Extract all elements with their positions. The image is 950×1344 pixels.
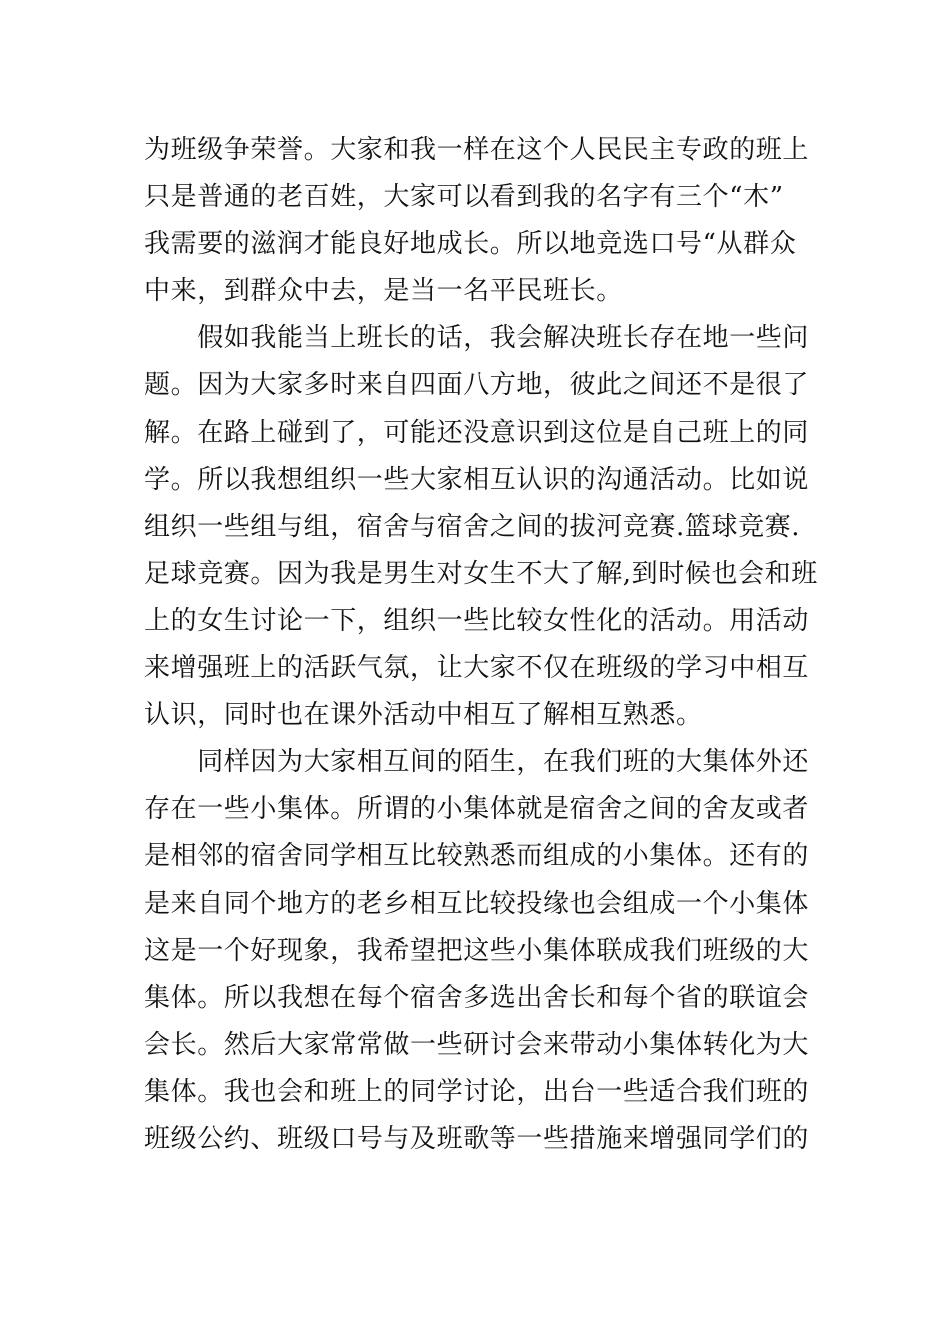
text-line: 中来，到群众中去，是当一名平民班长。 bbox=[144, 276, 623, 307]
text-line: 是相邻的宿舍同学相互比较熟悉而组成的小集体。还有的 bbox=[144, 841, 810, 872]
text-line: 来增强班上的活跃气氛，让大家不仅在班级的学习中相互 bbox=[144, 653, 810, 684]
text-line: 只是普通的老百姓，大家可以看到我的名字有三个“木” bbox=[144, 182, 784, 213]
text-line: 是来自同个地方的老乡相互比较投缘也会组成一个小集体 bbox=[144, 888, 810, 919]
text-line: 组织一些组与组，宿舍与宿舍之间的拔河竞赛.篮球竞赛. bbox=[144, 511, 801, 542]
text-line: 同样因为大家相互间的陌生，在我们班的大集体外还 bbox=[144, 747, 810, 778]
text-line: 集体。我也会和班上的同学讨论，出台一些适合我们班的 bbox=[144, 1076, 810, 1107]
text-line: 认识，同时也在课外活动中相互了解相互熟悉。 bbox=[144, 700, 703, 731]
text-line: 存在一些小集体。所谓的小集体就是宿舍之间的舍友或者 bbox=[144, 794, 810, 825]
text-line: 为班级争荣誉。大家和我一样在这个人民民主专政的班上 bbox=[144, 135, 810, 165]
text-line: 这是一个好现象，我希望把这些小集体联成我们班级的大 bbox=[144, 935, 810, 966]
text-line: 会长。然后大家常常做一些研讨会来带动小集体转化为大 bbox=[144, 1029, 810, 1060]
text-line: 足球竞赛。因为我是男生对女生不大了解,到时候也会和班 bbox=[144, 558, 818, 589]
text-line: 学。所以我想组织一些大家相互认识的沟通活动。比如说 bbox=[144, 464, 810, 495]
text-line: 假如我能当上班长的话，我会解决班长存在地一些问 bbox=[144, 323, 810, 354]
text-line: 解。在路上碰到了，可能还没意识到这位是自己班上的同 bbox=[144, 417, 810, 448]
text-line: 集体。所以我想在每个宿舍多选出舍长和每个省的联谊会 bbox=[144, 982, 810, 1013]
text-line: 题。因为大家多时来自四面八方地，彼此之间还不是很了 bbox=[144, 370, 810, 401]
text-line: 上的女生讨论一下，组织一些比较女性化的活动。用活动 bbox=[144, 605, 810, 636]
text-line: 我需要的滋润才能良好地成长。所以地竞选口号“从群众 bbox=[144, 229, 797, 260]
body-text bbox=[144, 127, 818, 1163]
text-line: 班级公约、班级口号与及班歌等一些措施来增强同学们的 bbox=[144, 1123, 810, 1154]
